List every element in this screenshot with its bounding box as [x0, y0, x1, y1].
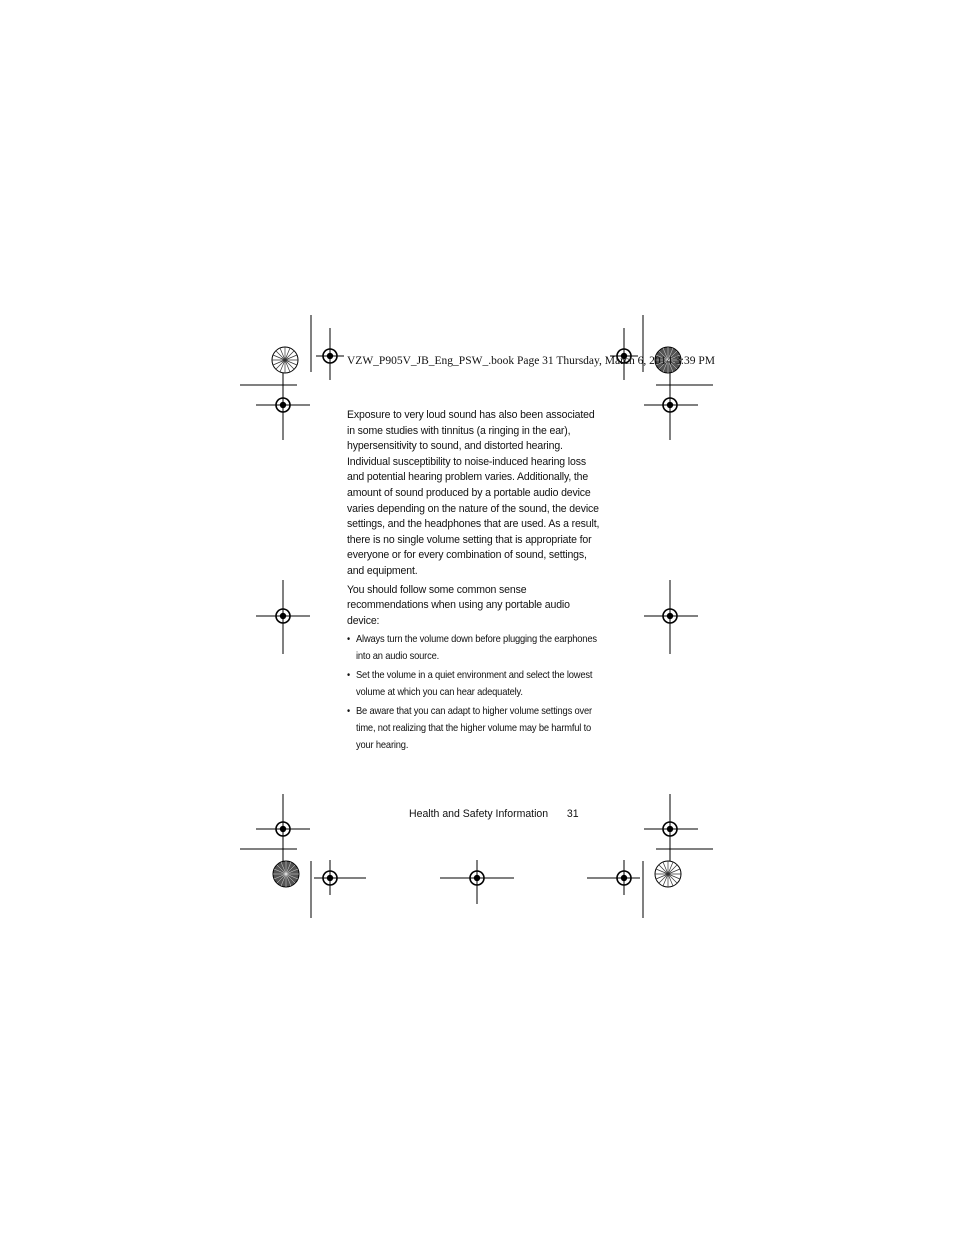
page-body — [347, 408, 605, 756]
page-footer — [409, 808, 578, 820]
list-item-text: Always turn the volume down before plugging the earphones into an audio source. — [356, 634, 597, 663]
recommendation-list — [347, 631, 605, 754]
paragraph: You should follow some common sense recommendations when using any portable audio device: — [347, 583, 570, 627]
list-item — [347, 631, 610, 665]
paragraph: Exposure to very loud sound has also been associated in some studies with tinnitus (a ringing in the ear), hypersensitivity to sound, and distorted hearing. Individual susceptibility to noise-induced hearing loss and potential hearing problem varies. Additionally, the amount of sound produced by a portable audio device varies depending on the nature of the sound, the device settings, and the headphones that are used. As a result, there is no single volume setting that is appropriate for everyone or for every combination of sound, settings, and equipment. — [347, 409, 600, 577]
bullet-icon: • — [347, 706, 350, 718]
list-item — [347, 667, 610, 701]
list-item — [347, 703, 610, 754]
page-number: 31 — [566, 808, 579, 820]
list-item-text: Set the volume in a quiet environment and select the lowest volume at which you can hear adequately. — [356, 670, 593, 699]
footer-section-title: Health and Safety Information — [409, 808, 549, 820]
list-item-text: Be aware that you can adapt to higher volume settings over time, not realizing that the higher volume may be harmful to your hearing. — [356, 706, 592, 752]
bullet-icon: • — [347, 634, 350, 646]
bullet-icon: • — [347, 670, 350, 682]
print-slug-line: VZW_P905V_JB_Eng_PSW_.book Page 31 Thursday, March 6, 2014 3:39 PM — [347, 355, 715, 367]
